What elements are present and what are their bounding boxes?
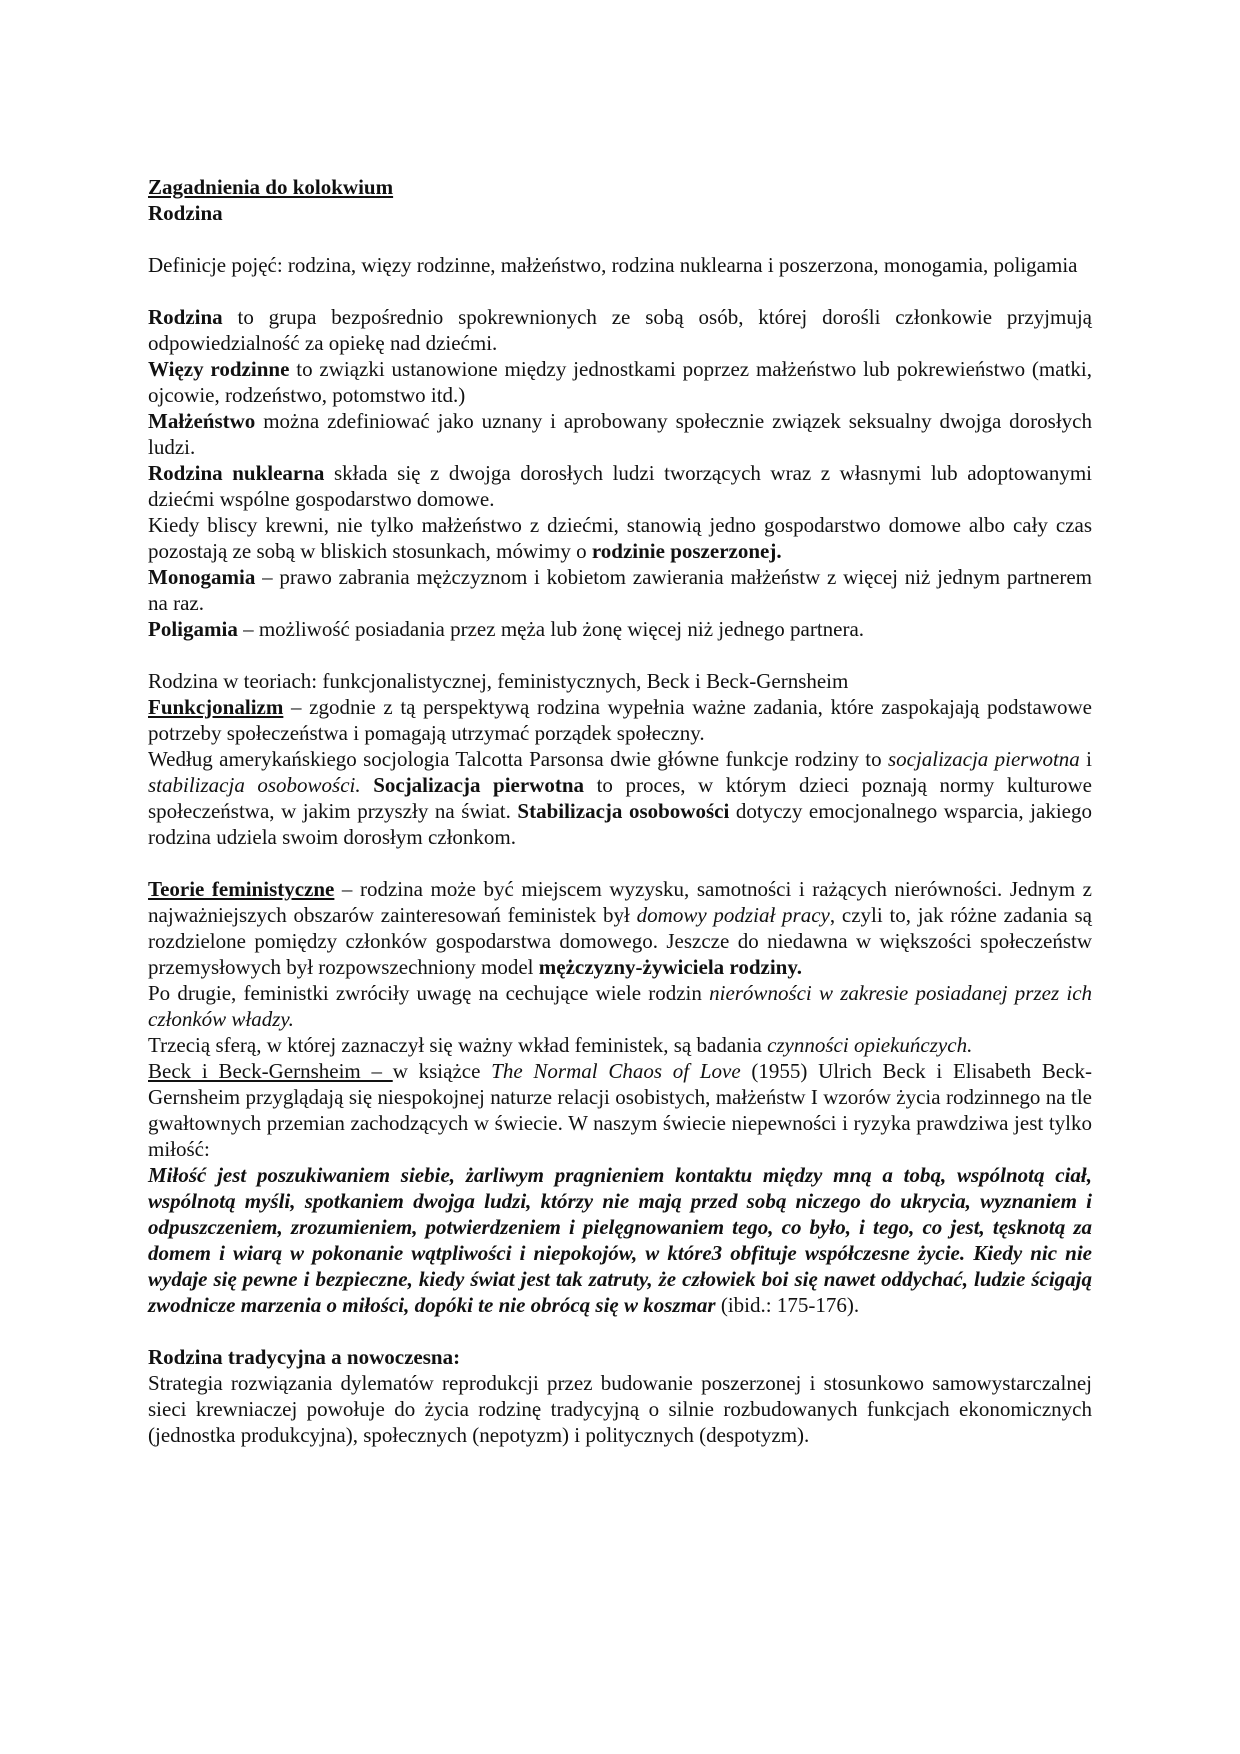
term: Małżeństwo	[148, 409, 256, 433]
definition-text: to związki ustanowione między jednostkami poprzez małżeństwo lub pokrewieństwo (matki, ojcowie, rodzeństwo, potomstwo itd.)	[148, 357, 1092, 407]
definition-text: składa się z dwojga dorosłych ludzi tworzących wraz z własnymi lub adoptowanymi dziećmi wspólne gospodarstwo domowe.	[148, 461, 1093, 511]
definition-text: – możliwość posiadania przez męża lub żonę więcej niż jednego partnera.	[237, 617, 865, 641]
term: Funkcjonalizm	[148, 695, 284, 719]
emphasis: socjalizacja pierwotna	[887, 747, 1080, 771]
definition-text: – prawo zabrania mężczyznom i kobietom zawierania małżeństw z więcej niż jednym partnerem na raz.	[148, 565, 1092, 615]
emphasis: domowy podział pracy	[636, 903, 830, 927]
traditional-paragraph: Strategia rozwiązania dylematów reprodukcji przez budowanie poszerzonej i stosunkowo samowystarczalnej sieci krewniaczej powołuje do życia rodzinę tradycyjną o silnie rozbudowanych funkcjach ekonomicznych (jednostka produkcyjna), społecznych (nepotyzm) i politycznych (despotyzm).	[148, 1371, 1092, 1447]
spacer	[148, 278, 1092, 304]
paragraph-text: w książce	[392, 1059, 492, 1083]
emphasis: czynności opiekuńczych.	[767, 1033, 973, 1057]
paragraph-feminism-3	[148, 1032, 1092, 1058]
definition-wiezy	[148, 356, 1092, 408]
spacer	[148, 226, 1092, 252]
traditional-heading: Rodzina tradycyjna a nowoczesna:	[148, 1345, 461, 1369]
paragraph-text: Trzecią sferą, w której zaznaczył się ważny wkład feministek, są badania	[148, 1033, 768, 1057]
book-title: The Normal Chaos of Love	[491, 1059, 741, 1083]
paragraph-text: (1955) Ulrich Beck i Elisabeth Beck-Gernsheim przyglądają się niespokojnej naturze relacji osobistych, małżeństw I wzorów życia rodzinnego na tle gwałtownych przemian zachodzących w świecie. W naszym świecie niepewności i ryzyka prawdziwa jest tylko miłość:	[148, 1059, 1092, 1161]
definition-monogamia	[148, 564, 1092, 616]
term: Stabilizacja osobowości	[517, 799, 730, 823]
definition-text: można zdefiniować jako uznany i aprobowany społecznie związek seksualny dwojga dorosłych ludzi.	[148, 409, 1092, 459]
definition-nuklearna	[148, 460, 1092, 512]
citation: (ibid.: 175-176).	[715, 1293, 860, 1317]
term: Więzy rodzinne	[148, 357, 290, 381]
paragraph-beck	[148, 1058, 1092, 1162]
spacer	[148, 642, 1092, 668]
term: mężczyzny-żywiciela rodziny.	[538, 955, 802, 979]
term: Rodzina nuklearna	[148, 461, 325, 485]
paragraph-feminism-2	[148, 980, 1092, 1032]
paragraph-text: , czyli to, jak różne zadania są rozdzielone pomiędzy członków gospodarstwa domowego. Jeszcze do niedawna w większości społeczeństw przemysłowych był rozpowszechniony model	[148, 903, 1093, 979]
quote-paragraph	[148, 1162, 1092, 1318]
paragraph-text: – rodzina może być miejscem wyzysku, samotności i rażących nierówności. Jednym z najważniejszych obszarów zainteresowań feministek był	[148, 877, 1093, 927]
definition-poszerzona	[148, 512, 1092, 564]
definition-rodzina	[148, 304, 1092, 356]
paragraph-text: to proces, w którym dzieci poznają normy kulturowe społeczeństwa, w jakim przyszły na świat.	[148, 773, 1092, 823]
term: Rodzina	[148, 305, 223, 329]
definition-text: Kiedy bliscy krewni, nie tylko małżeństwo z dziećmi, stanowią jedno gospodarstwo domowe albo cały czas pozostają ze sobą w bliskich stosunkach, mówimy o	[148, 513, 1092, 563]
term: Beck i Beck-Gernsheim –	[148, 1059, 393, 1083]
intro-paragraph: Definicje pojęć: rodzina, więzy rodzinne, małżeństwo, rodzina nuklearna i poszerzona, monogamia, poligamia	[148, 253, 1078, 277]
definition-malzenstwo	[148, 408, 1092, 460]
spacer	[148, 1318, 1092, 1344]
paragraph-text	[361, 773, 374, 797]
paragraph-text: Po drugie, feministki zwróciły uwagę na cechujące wiele rodzin	[148, 981, 710, 1005]
spacer	[148, 850, 1092, 876]
term: Monogamia	[148, 565, 256, 589]
term: Poligamia	[148, 617, 238, 641]
document-title: Zagadnienia do kolokwium	[148, 175, 394, 199]
definition-poligamia	[148, 616, 1092, 642]
term: Teorie feministyczne	[148, 877, 335, 901]
paragraph-text: Według amerykańskiego socjologia Talcotta Parsonsa dwie główne funkcje rodziny to	[148, 747, 888, 771]
paragraph-feminism	[148, 876, 1092, 980]
paragraph-text: i	[1079, 747, 1092, 771]
emphasis: stabilizacja osobowości.	[148, 773, 361, 797]
emphasis: nierówności w zakresie posiadanej przez ich członków władzy.	[148, 981, 1093, 1031]
term: Socjalizacja pierwotna	[373, 773, 585, 797]
theories-heading: Rodzina w teoriach: funkcjonalistycznej, feministycznych, Beck i Beck-Gernsheim	[148, 669, 849, 693]
paragraph-funkcjonalizm	[148, 694, 1092, 746]
section-title-rodzina: Rodzina	[148, 201, 223, 225]
paragraph-text: – zgodnie z tą perspektywą rodzina wypełnia ważne zadania, które zaspokajają podstawowe potrzeby społeczeństwa i pomagają utrzymać porządek społeczny.	[148, 695, 1092, 745]
definition-text: to grupa bezpośrednio spokrewnionych ze sobą osób, której dorośli członkowie przyjmują odpowiedzialność za opiekę nad dziećmi.	[148, 305, 1092, 355]
paragraph-parsons	[148, 746, 1092, 850]
paragraph-text: dotyczy emocjonalnego wsparcia, jakiego rodzina udziela swoim dorosłym członkom.	[148, 799, 1092, 849]
quote: Miłość jest poszukiwaniem siebie, żarliwym pragnieniem kontaktu między mną a tobą, wspólnotą ciał, wspólnotą myśli, spotkaniem dwojga ludzi, którzy nie mają przed sobą niczego do ukrycia, wyznaniem i odpuszczeniem, zrozumieniem, potwierdzeniem i pielęgnowaniem tego, co było, i tego, co jest, tęsknotą za domem i wiarą w pokonanie wątpliwości i niepokojów, w które3 obfituje współczesne życie. Kiedy nic nie wydaje się pewne i bezpieczne, kiedy świat jest tak zatruty, że człowiek boi się nawet oddychać, ludzie ścigają zwodnicze marzenia o miłości, dopóki te nie obrócą się w koszmar	[148, 1163, 1092, 1317]
term: rodzinie poszerzonej.	[591, 539, 782, 563]
